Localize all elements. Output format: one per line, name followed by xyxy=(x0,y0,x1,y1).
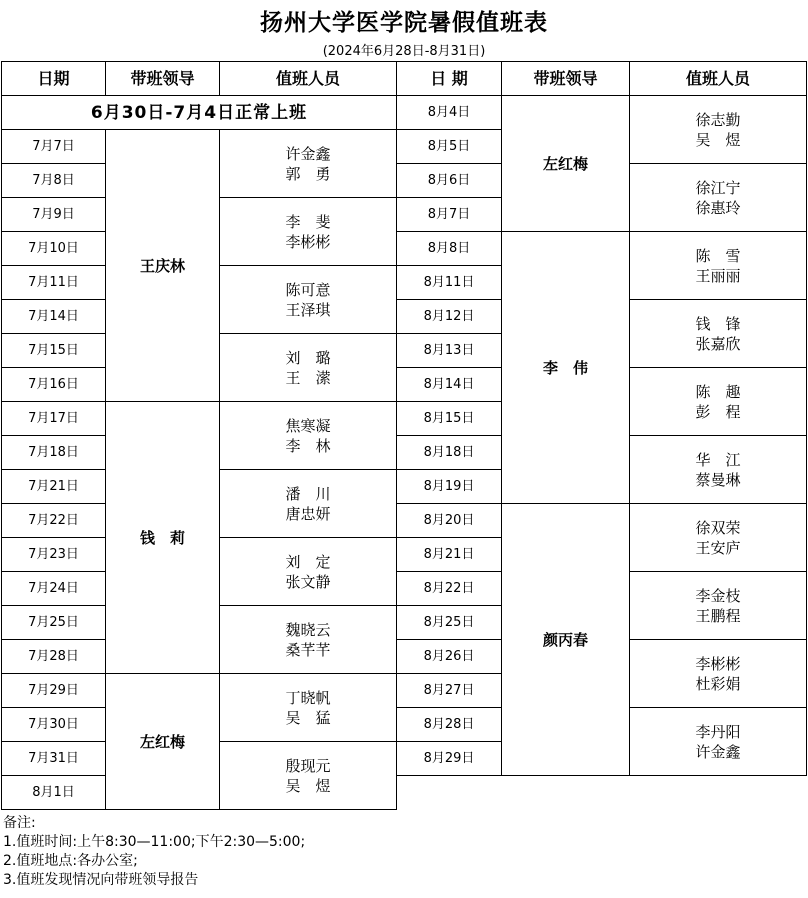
date-cell: 7月21日 xyxy=(2,470,106,504)
staff-cell xyxy=(220,130,397,198)
date-range-subtitle: (2024年6月28日-8月31日) xyxy=(322,44,486,59)
staff-cell xyxy=(220,606,397,674)
date-cell: 7月17日 xyxy=(2,402,106,436)
date-cell: 8月7日 xyxy=(397,198,502,232)
staff-name: 蔡曼琳 xyxy=(695,470,741,489)
staff-cell xyxy=(630,504,807,572)
date-cell: 7月25日 xyxy=(2,606,106,640)
staff-name: 彭 程 xyxy=(695,402,741,421)
staff-name: 王鹏程 xyxy=(695,606,741,625)
staff-name: 陈 雪 xyxy=(695,246,741,265)
staff-cell xyxy=(630,436,807,504)
staff-cell xyxy=(220,538,397,606)
duty-schedule-table xyxy=(1,61,807,810)
date-cell: 7月22日 xyxy=(2,504,106,538)
date-cell: 7月31日 xyxy=(2,742,106,776)
date-cell: 8月18日 xyxy=(397,436,502,470)
normal-work-note: 6月30日-7月4日正常上班 xyxy=(2,96,397,130)
date-cell: 7月16日 xyxy=(2,368,106,402)
staff-name: 唐忠妍 xyxy=(285,504,331,523)
staff-name: 吴 煜 xyxy=(285,776,331,795)
staff-cell xyxy=(630,708,807,776)
table-row xyxy=(2,96,807,130)
staff-name: 华 江 xyxy=(695,450,741,469)
staff-cell xyxy=(220,334,397,402)
remarks xyxy=(3,814,305,890)
staff-name: 李彬彬 xyxy=(285,232,331,251)
date-cell: 8月15日 xyxy=(397,402,502,436)
date-cell: 7月15日 xyxy=(2,334,106,368)
staff-name: 殷现元 xyxy=(285,756,331,775)
staff-name: 王丽丽 xyxy=(695,266,741,285)
staff-name: 徐惠玲 xyxy=(695,198,741,217)
staff-cell xyxy=(220,198,397,266)
staff-name: 徐志勤 xyxy=(695,110,741,129)
date-cell: 7月28日 xyxy=(2,640,106,674)
staff-cell xyxy=(220,470,397,538)
date-cell: 8月22日 xyxy=(397,572,502,606)
leader-cell: 左红梅 xyxy=(106,674,220,810)
staff-name: 钱 锋 xyxy=(695,314,741,333)
leader-cell: 李 伟 xyxy=(502,232,630,504)
remark-duty-location: 2.值班地点:各办公室; xyxy=(3,853,138,869)
staff-name: 许金鑫 xyxy=(695,742,741,761)
staff-name: 吴 煜 xyxy=(695,130,741,149)
leader-cell: 左红梅 xyxy=(502,96,630,232)
staff-name: 徐江宁 xyxy=(695,178,741,197)
staff-name: 张嘉欣 xyxy=(695,334,741,353)
header-date: 日期 xyxy=(2,62,106,96)
staff-cell xyxy=(220,402,397,470)
staff-cell xyxy=(630,368,807,436)
date-cell: 8月26日 xyxy=(397,640,502,674)
date-cell: 8月20日 xyxy=(397,504,502,538)
staff-cell xyxy=(220,742,397,810)
date-cell: 8月11日 xyxy=(397,266,502,300)
date-cell: 7月18日 xyxy=(2,436,106,470)
staff-cell xyxy=(220,266,397,334)
staff-cell xyxy=(630,640,807,708)
staff-name: 许金鑫 xyxy=(285,144,331,163)
date-cell: 7月24日 xyxy=(2,572,106,606)
header-staff: 值班人员 xyxy=(220,62,397,96)
header-staff: 值班人员 xyxy=(630,62,807,96)
header-leader: 带班领导 xyxy=(502,62,630,96)
staff-name: 刘 璐 xyxy=(285,348,331,367)
leader-cell: 王庆林 xyxy=(106,130,220,402)
date-cell: 8月6日 xyxy=(397,164,502,198)
staff-cell xyxy=(630,300,807,368)
date-cell: 8月8日 xyxy=(397,232,502,266)
staff-name: 李金枝 xyxy=(695,586,741,605)
date-cell: 7月8日 xyxy=(2,164,106,198)
staff-name: 吴 猛 xyxy=(285,708,331,727)
date-cell: 8月28日 xyxy=(397,708,502,742)
staff-cell xyxy=(220,674,397,742)
staff-name: 王 潆 xyxy=(285,368,331,387)
remark-report: 3.值班发现情况向带班领导报告 xyxy=(3,872,199,888)
page-title: 扬州大学医学院暑假值班表 xyxy=(260,10,548,36)
staff-name: 李 林 xyxy=(285,436,331,455)
date-cell: 8月29日 xyxy=(397,742,502,776)
date-cell: 7月9日 xyxy=(2,198,106,232)
staff-name: 郭 勇 xyxy=(285,164,331,183)
leader-cell: 钱 莉 xyxy=(106,402,220,674)
date-cell: 8月19日 xyxy=(397,470,502,504)
leader-cell: 颜丙春 xyxy=(502,504,630,776)
staff-name: 李彬彬 xyxy=(695,654,741,673)
date-cell: 7月29日 xyxy=(2,674,106,708)
staff-name: 陈可意 xyxy=(285,280,331,299)
remark-duty-time: 1.值班时间:上午8:30—11:00;下午2:30—5:00; xyxy=(3,834,306,850)
header-row xyxy=(2,62,807,96)
date-cell: 8月25日 xyxy=(397,606,502,640)
date-cell: 8月1日 xyxy=(2,776,106,810)
staff-name: 李 斐 xyxy=(285,212,331,231)
staff-name: 潘 川 xyxy=(285,484,331,503)
header-date: 日 期 xyxy=(397,62,502,96)
date-cell: 7月23日 xyxy=(2,538,106,572)
date-cell: 7月10日 xyxy=(2,232,106,266)
staff-name: 杜彩娟 xyxy=(695,674,741,693)
date-cell: 8月14日 xyxy=(397,368,502,402)
date-cell: 8月13日 xyxy=(397,334,502,368)
date-cell: 8月27日 xyxy=(397,674,502,708)
date-cell: 7月11日 xyxy=(2,266,106,300)
date-cell: 7月14日 xyxy=(2,300,106,334)
staff-name: 王泽琪 xyxy=(285,300,331,319)
date-cell: 8月12日 xyxy=(397,300,502,334)
date-cell: 8月5日 xyxy=(397,130,502,164)
staff-name: 丁晓帆 xyxy=(285,688,331,707)
staff-cell xyxy=(630,232,807,300)
staff-name: 李丹阳 xyxy=(695,722,741,741)
staff-name: 桑芊芊 xyxy=(285,640,331,659)
staff-name: 焦寒凝 xyxy=(285,416,331,435)
staff-name: 刘 定 xyxy=(285,552,331,571)
staff-cell xyxy=(630,572,807,640)
staff-cell xyxy=(630,164,807,232)
header-leader: 带班领导 xyxy=(106,62,220,96)
staff-name: 陈 趣 xyxy=(695,382,741,401)
date-cell: 7月30日 xyxy=(2,708,106,742)
staff-name: 魏晓云 xyxy=(285,620,331,639)
date-cell: 8月21日 xyxy=(397,538,502,572)
empty-cell xyxy=(397,776,807,810)
staff-name: 徐双荣 xyxy=(695,518,741,537)
staff-name: 王安庐 xyxy=(695,538,741,557)
staff-name: 张文静 xyxy=(285,572,331,591)
date-cell: 7月7日 xyxy=(2,130,106,164)
date-cell: 8月4日 xyxy=(397,96,502,130)
remarks-heading: 备注: xyxy=(3,815,36,831)
staff-cell xyxy=(630,96,807,164)
